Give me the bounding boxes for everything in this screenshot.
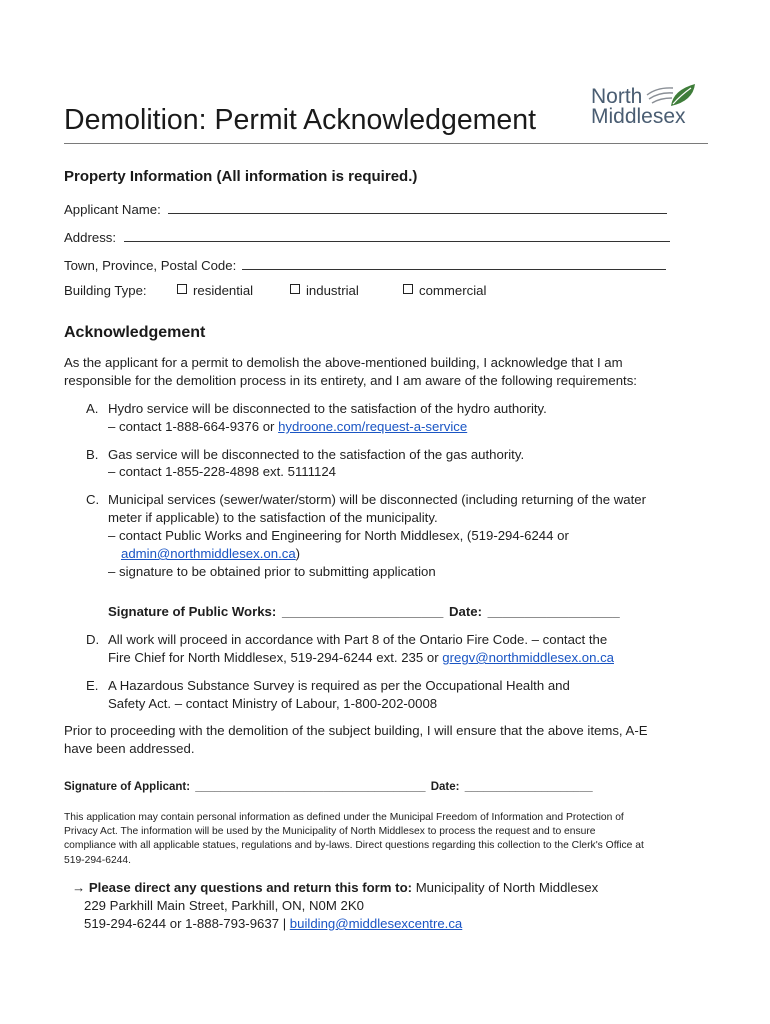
privacy-line-3: compliance with all applicable statues, regulations and by-laws. Direct questions regarding this collection to the Clerk's Office at (64, 840, 644, 851)
applicant-date-field[interactable]: ____________________ (464, 781, 593, 793)
public-works-date-label: Date: (449, 604, 482, 619)
item-a-line-1: Hydro service will be disconnected to the satisfaction of the hydro authority. (108, 401, 547, 416)
item-d-line-2 (108, 650, 614, 665)
residential-option[interactable] (177, 283, 253, 298)
privacy-line-1: This application may contain personal information as defined under the Municipal Freedom of Information and Protection of (64, 812, 624, 823)
item-c-line-4 (121, 546, 300, 561)
item-e-line-1: A Hazardous Substance Survey is required as per the Occupational Health and (108, 678, 570, 693)
contact-address: 229 Parkhill Main Street, Parkhill, ON, N0M 2K0 (84, 898, 364, 913)
privacy-line-4: 519-294-6244. (64, 855, 131, 866)
item-c-line-3: – contact Public Works and Engineering for North Middlesex, (519-294-6244 or (108, 528, 569, 543)
applicant-name-label: Applicant Name: (64, 202, 161, 217)
item-c-line-2: meter if applicable) to the satisfaction of the municipality. (108, 510, 438, 525)
commercial-checkbox[interactable] (403, 284, 413, 294)
address-row (64, 228, 670, 245)
admin-email-link[interactable]: admin@northmiddlesex.on.ca (121, 546, 296, 561)
building-type-label: Building Type: (64, 283, 147, 298)
contact-lead: Please direct any questions and return this form to: (88, 880, 413, 895)
town-row (64, 256, 666, 273)
address-field[interactable] (124, 228, 670, 242)
address-label: Address: (64, 230, 117, 245)
logo-word-middlesex: Middlesex (591, 105, 686, 128)
intro-line-2: responsible for the demolition process in its entirety, and I am aware of the following requirements: (64, 373, 637, 388)
privacy-line-2: Privacy Act. The information will be used by the Municipality of North Middlesex to process the request and to ensure (64, 826, 596, 837)
logo-word-north: North (591, 85, 643, 108)
town-field[interactable] (242, 256, 666, 270)
item-b-line-1: Gas service will be disconnected to the satisfaction of the gas authority. (108, 447, 525, 462)
item-e-letter: E. (86, 678, 99, 693)
item-b-line-2: – contact 1-855-228-4898 ext. 5111124 (108, 464, 337, 479)
residential-label: residential (193, 283, 254, 298)
residential-checkbox[interactable] (177, 284, 187, 294)
contact-org: Municipality of North Middlesex (412, 880, 599, 895)
contact-line-3 (84, 916, 462, 931)
acknowledgement-heading: Acknowledgement (64, 324, 206, 341)
closing-line-2: have been addressed. (64, 741, 195, 756)
building-email-link[interactable]: building@middlesexcentre.ca (289, 916, 463, 931)
public-works-signature-label: Signature of Public Works: (108, 604, 277, 619)
public-works-date-field[interactable]: __________________ (487, 604, 620, 619)
item-b-letter: B. (86, 447, 99, 462)
commercial-option[interactable] (403, 283, 486, 298)
contact-line-1 (72, 880, 598, 895)
item-e-line-2: Safety Act. – contact Ministry of Labour, 1-800-202-0008 (108, 696, 438, 711)
item-c-paren: ) (295, 546, 301, 561)
applicant-name-field[interactable] (168, 200, 667, 214)
item-a-line-2 (108, 419, 467, 434)
title-divider (64, 143, 708, 144)
applicant-signature-label: Signature of Applicant: (64, 781, 191, 793)
industrial-checkbox[interactable] (290, 284, 300, 294)
arrow-right-icon: → (72, 880, 86, 895)
industrial-option[interactable] (290, 283, 359, 298)
leaf-icon (643, 81, 699, 109)
applicant-date-label: Date: (430, 781, 460, 793)
public-works-signature-row (108, 604, 620, 619)
intro-line-1: As the applicant for a permit to demolish the above-mentioned building, I acknowledge that I am (64, 355, 623, 370)
item-d-letter: D. (86, 632, 100, 647)
item-c-line-5: – signature to be obtained prior to submitting application (108, 564, 436, 579)
property-info-heading: Property Information (All information is required.) (64, 168, 418, 185)
hydro-one-link[interactable]: hydroone.com/request-a-service (278, 419, 468, 434)
contact-phones: 519-294-6244 or 1-888-793-9637 | (84, 916, 290, 931)
item-a-letter: A. (86, 401, 99, 416)
north-middlesex-logo (591, 79, 706, 131)
applicant-name-row (64, 200, 667, 217)
closing-line-1: Prior to proceeding with the demolition of the subject building, I will ensure that the above items, A-E (64, 723, 648, 738)
item-a-contact: – contact 1-888-664-9376 or (108, 419, 279, 434)
town-label: Town, Province, Postal Code: (64, 258, 237, 273)
page-title: Demolition: Permit Acknowledgement (64, 104, 537, 136)
item-d-line-1: All work will proceed in accordance with Part 8 of the Ontario Fire Code. – contact the (108, 632, 608, 647)
item-d-contact: Fire Chief for North Middlesex, 519-294-6244 ext. 235 or (108, 650, 443, 665)
applicant-signature-row (64, 781, 593, 793)
item-c-line-1: Municipal services (sewer/water/storm) will be disconnected (including returning of the water (108, 492, 646, 507)
public-works-signature-field[interactable]: ______________________ (281, 604, 444, 619)
fire-chief-email-link[interactable]: gregv@northmiddlesex.on.ca (442, 650, 614, 665)
industrial-label: industrial (306, 283, 359, 298)
item-c-letter: C. (86, 492, 100, 507)
commercial-label: commercial (419, 283, 487, 298)
applicant-signature-field[interactable]: ____________________________________ (195, 781, 426, 793)
